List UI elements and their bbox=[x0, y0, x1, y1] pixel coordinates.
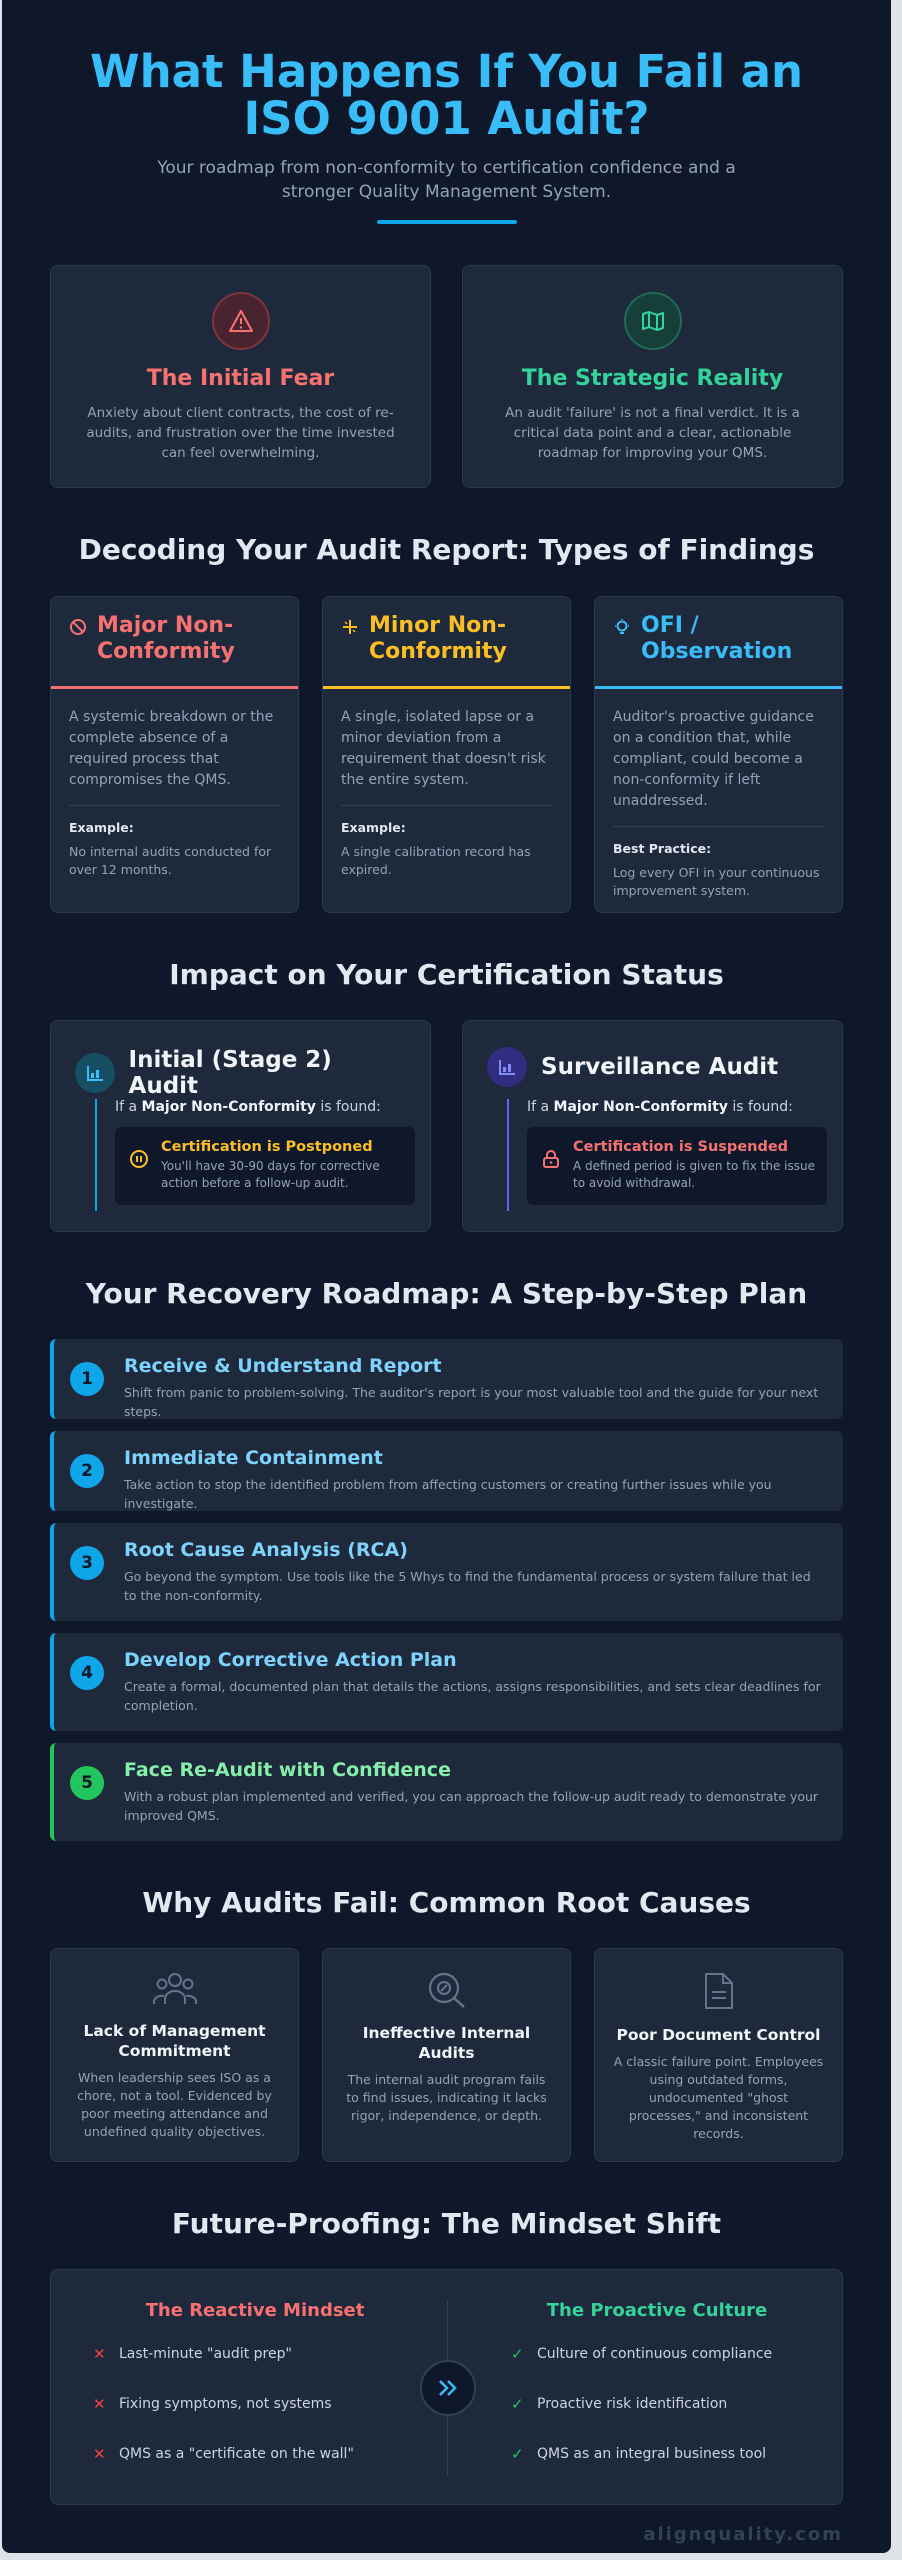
check-icon: ✓ bbox=[511, 2445, 524, 2463]
magnifier-icon bbox=[323, 1971, 570, 2009]
status-title: Certification is Suspended bbox=[573, 1139, 789, 1155]
finding-title: OFI / Observation bbox=[641, 613, 793, 664]
lightbulb-icon bbox=[613, 618, 631, 640]
causes-heading: Why Audits Fail: Common Root Causes bbox=[142, 1886, 751, 1919]
double-chevron-icon bbox=[420, 2360, 476, 2416]
finding-example: No internal audits conducted for over 12 months. bbox=[69, 844, 272, 877]
finding-title: Major Non-Conformity bbox=[97, 613, 235, 664]
status-box bbox=[115, 1127, 415, 1205]
finding-example-label: Example: bbox=[69, 820, 134, 835]
step-title: Develop Corrective Action Plan bbox=[124, 1649, 457, 1671]
page-subtitle: Your roadmap from non-conformity to certification confidence and a stronger Quality Management System. bbox=[157, 158, 736, 202]
strategic-reality-card bbox=[462, 265, 843, 488]
proactive-title: The Proactive Culture bbox=[546, 2300, 768, 2321]
infographic-page bbox=[2, 0, 891, 2553]
reactive-title: The Reactive Mindset bbox=[145, 2300, 365, 2321]
reactive-item: ✕ Last-minute "audit prep" bbox=[79, 2336, 394, 2372]
cause-title: Poor Document Control bbox=[616, 2026, 821, 2044]
finding-description: A systemic breakdown or the complete absence of a required process that compromises the QMS. bbox=[69, 709, 274, 788]
ban-icon bbox=[69, 618, 87, 640]
finding-practice: Log every OFI in your continuous improvement system. bbox=[613, 865, 820, 898]
people-icon bbox=[51, 1971, 298, 2007]
cause-title: Lack of Management Commitment bbox=[83, 2022, 266, 2060]
finding-example: A single calibration record has expired. bbox=[341, 844, 531, 877]
finding-description: Auditor's proactive guidance on a condition that, while compliant, could become a non-conformity if left unaddressed. bbox=[613, 709, 814, 809]
status-box bbox=[527, 1127, 827, 1205]
finding-title: Minor Non-Conformity bbox=[369, 613, 507, 664]
pause-icon bbox=[129, 1149, 149, 1173]
finding-card-ofi bbox=[594, 596, 843, 913]
reactive-item: ✕ QMS as a "certificate on the wall" bbox=[79, 2436, 394, 2472]
sparkle-icon bbox=[341, 618, 359, 640]
roadmap-heading: Your Recovery Roadmap: A Step-by-Step Plan bbox=[85, 1277, 808, 1310]
strategic-reality-title: The Strategic Reality bbox=[521, 366, 784, 391]
step-text: Take action to stop the identified problem from affecting customers or creating further issues while you investigate. bbox=[124, 1477, 772, 1511]
step-text: Shift from panic to problem-solving. The auditor's report is your most valuable tool and the guide for your next steps. bbox=[124, 1385, 819, 1419]
condition-text: If a Major Non-Conformity is found: bbox=[527, 1099, 793, 1115]
step-title: Receive & Understand Report bbox=[124, 1355, 442, 1377]
cause-card bbox=[50, 1948, 299, 2162]
step-number: 2 bbox=[70, 1454, 104, 1488]
cause-text: A classic failure point. Employees using outdated forms, undocumented "ghost processes," and inconsistent records. bbox=[613, 2054, 824, 2141]
check-icon: ✓ bbox=[511, 2395, 524, 2413]
proactive-item: ✓ Proactive risk identification bbox=[497, 2386, 812, 2422]
mindset-heading: Future-Proofing: The Mindset Shift bbox=[171, 2207, 722, 2240]
mindset-card bbox=[50, 2269, 843, 2505]
document-icon bbox=[595, 1971, 842, 2011]
cause-card bbox=[594, 1948, 843, 2162]
condition-text: If a Major Non-Conformity is found: bbox=[115, 1099, 381, 1115]
initial-fear-card bbox=[50, 265, 431, 488]
surveillance-audit-card bbox=[462, 1020, 843, 1232]
initial-fear-title: The Initial Fear bbox=[146, 366, 335, 391]
status-text: A defined period is given to fix the issue to avoid withdrawal. bbox=[573, 1159, 815, 1190]
finding-example-label: Example: bbox=[341, 820, 406, 835]
surveillance-audit-title: Surveillance Audit bbox=[541, 1054, 779, 1080]
finding-card-major bbox=[50, 596, 299, 913]
warning-triangle-icon bbox=[212, 292, 270, 350]
step-number: 1 bbox=[70, 1362, 104, 1396]
check-icon: ✓ bbox=[511, 2345, 524, 2363]
step-text: Go beyond the symptom. Use tools like the 5 Whys to find the fundamental process or system failure that led to the non-conformity. bbox=[124, 1569, 811, 1603]
x-icon: ✕ bbox=[93, 2395, 106, 2413]
roadmap-step bbox=[50, 1523, 843, 1621]
roadmap-step bbox=[50, 1431, 843, 1511]
initial-audit-title: Initial (Stage 2) Audit bbox=[128, 1047, 332, 1099]
roadmap-step bbox=[50, 1633, 843, 1731]
chart-icon bbox=[487, 1047, 527, 1087]
step-number: 4 bbox=[70, 1656, 104, 1690]
findings-heading: Decoding Your Audit Report: Types of Findings bbox=[78, 533, 815, 566]
initial-audit-body bbox=[95, 1099, 415, 1211]
step-title: Immediate Containment bbox=[124, 1447, 383, 1469]
status-title: Certification is Postponed bbox=[161, 1139, 373, 1155]
map-icon bbox=[624, 292, 682, 350]
reactive-item: ✕ Fixing symptoms, not systems bbox=[79, 2386, 394, 2422]
x-icon: ✕ bbox=[93, 2445, 106, 2463]
impact-heading: Impact on Your Certification Status bbox=[169, 958, 724, 991]
step-number: 5 bbox=[70, 1766, 104, 1800]
finding-description: A single, isolated lapse or a minor deviation from a requirement that doesn't risk the entire system. bbox=[341, 709, 546, 788]
surveillance-audit-body bbox=[507, 1099, 827, 1211]
finding-practice-label: Best Practice: bbox=[613, 841, 712, 856]
proactive-item: ✓ QMS as an integral business tool bbox=[497, 2436, 812, 2472]
initial-fear-text: Anxiety about client contracts, the cost of re-audits, and frustration over the time invested can feel overwhelming. bbox=[86, 405, 395, 461]
cause-text: The internal audit program fails to find issues, indicating it lacks rigor, independence, or depth. bbox=[346, 2072, 547, 2123]
footer-brand: alignquality.com bbox=[643, 2524, 843, 2545]
finding-card-minor bbox=[322, 596, 571, 913]
page-title: What Happens If You Fail an ISO 9001 Audit? bbox=[89, 45, 804, 145]
initial-audit-card bbox=[50, 1020, 431, 1232]
chart-icon bbox=[75, 1053, 115, 1093]
proactive-item: ✓ Culture of continuous compliance bbox=[497, 2336, 812, 2372]
step-number: 3 bbox=[70, 1546, 104, 1580]
x-icon: ✕ bbox=[93, 2345, 106, 2363]
strategic-reality-text: An audit 'failure' is not a final verdict. It is a critical data point and a clear, actionable roadmap for improving your QMS. bbox=[505, 405, 800, 461]
step-text: With a robust plan implemented and verified, you can approach the follow-up audit ready to demonstrate your improved QMS. bbox=[124, 1789, 819, 1823]
cause-text: When leadership sees ISO as a chore, not a tool. Evidenced by poor meeting attendance and undefined quality objectives. bbox=[77, 2070, 272, 2139]
roadmap-step-final bbox=[50, 1743, 843, 1841]
title-divider bbox=[377, 220, 517, 224]
step-title: Face Re-Audit with Confidence bbox=[124, 1759, 451, 1781]
status-text: You'll have 30-90 days for corrective action before a follow-up audit. bbox=[161, 1159, 380, 1190]
step-title: Root Cause Analysis (RCA) bbox=[124, 1539, 408, 1561]
step-text: Create a formal, documented plan that details the actions, assigns responsibilities, and sets clear deadlines for completion. bbox=[124, 1679, 821, 1713]
cause-card bbox=[322, 1948, 571, 2162]
lock-icon bbox=[541, 1149, 561, 1173]
cause-title: Ineffective Internal Audits bbox=[362, 2024, 531, 2062]
roadmap-step bbox=[50, 1339, 843, 1419]
